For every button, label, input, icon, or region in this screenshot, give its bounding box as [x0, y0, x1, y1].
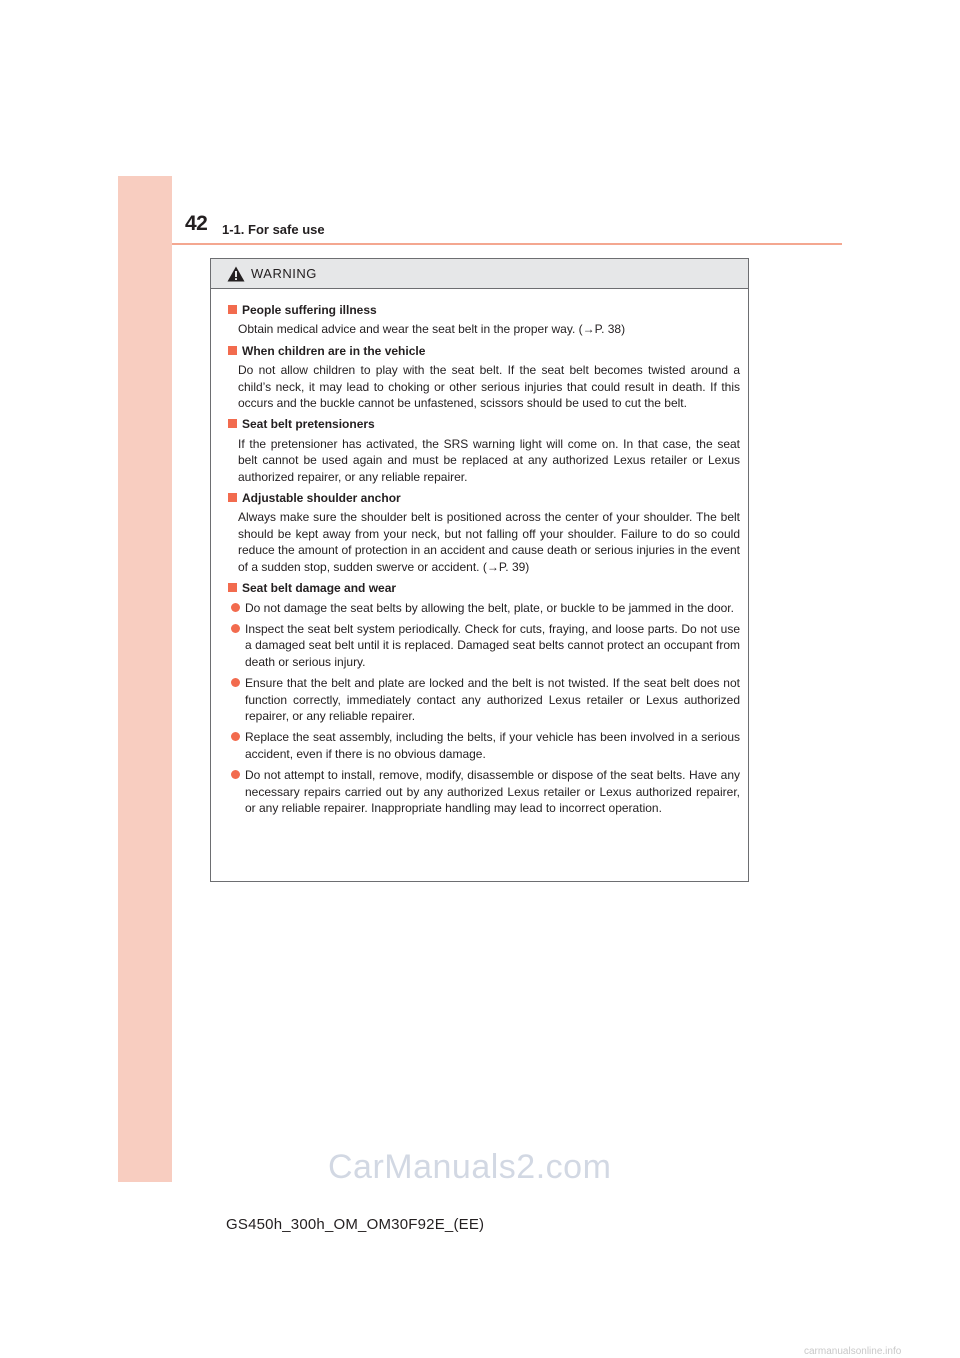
circle-bullet-icon — [231, 678, 240, 687]
topic-heading-text: When children are in the vehicle — [242, 343, 426, 358]
warning-header — [211, 259, 748, 289]
warning-box — [210, 258, 749, 882]
topic-paragraph: If the pretensioner has activated, the SRS warning light will come on. In that case, the seat belt cannot be used again and must be replaced at any authorized Lexus retailer or Lexus authorized repairer, or any reliable repairer. — [238, 436, 740, 484]
square-bullet-icon — [228, 346, 237, 355]
topic-paragraph: Obtain medical advice and wear the seat belt in the proper way. (→P. 38) — [238, 322, 626, 337]
warning-title: WARNING — [251, 266, 317, 281]
topic-heading — [228, 416, 740, 432]
bullet-text: Do not damage the seat belts by allowing the belt, plate, or buckle to be jammed in the door. — [245, 600, 734, 615]
topic-heading — [228, 302, 740, 318]
bullet-text: Ensure that the belt and plate are locked and the belt is not twisted. If the seat belt does not function correctly, immediately contact any authorized Lexus retailer or Lexus authorized repairer, or any reliable repairer. — [245, 676, 740, 723]
circle-bullet-icon — [231, 732, 240, 741]
topic-heading-text: Seat belt pretensioners — [242, 417, 375, 432]
bullet-text: Inspect the seat belt system periodically. Check for cuts, fraying, and loose parts. Do not use a damaged seat belt until it is replaced. Damaged seat belts cannot protect an occupant from death or serious injury. — [245, 621, 740, 669]
page-number: 42 — [185, 212, 208, 235]
square-bullet-icon — [228, 493, 237, 502]
list-item — [228, 600, 740, 616]
bullet-text: Do not attempt to install, remove, modify, disassemble or dispose of the seat belts. Have any necessary repairs carried out by any authorized Lexus retailer or Lexus authorized repairer, or any reliable repairer. Inappropriate handling may lead to incorrect operation. — [245, 768, 740, 815]
square-bullet-icon — [228, 419, 237, 428]
list-item — [228, 675, 740, 724]
circle-bullet-icon — [231, 603, 240, 612]
square-bullet-icon — [228, 305, 237, 314]
section-title: 1-1. For safe use — [222, 222, 325, 237]
circle-bullet-icon — [231, 770, 240, 779]
watermark-small: carmanualsonline.info — [804, 1346, 902, 1357]
topic-heading-text: Adjustable shoulder anchor — [242, 491, 401, 506]
bullet-text: Replace the seat assembly, including the belts, if your vehicle has been involved in a serious accident, even if there is no obvious damage. — [245, 730, 740, 761]
topic-heading — [228, 490, 740, 506]
topic-heading-text: People suffering illness — [242, 303, 377, 317]
footer-manual-code: GS450h_300h_OM_OM30F92E_(EE) — [226, 1216, 485, 1233]
topic-heading-text: Seat belt damage and wear — [242, 581, 397, 596]
circle-bullet-icon — [231, 624, 240, 633]
header-rule — [172, 243, 842, 245]
square-bullet-icon — [228, 583, 237, 592]
chapter-side-tab — [118, 176, 172, 1182]
topic-paragraph: Always make sure the shoulder belt is positioned across the center of your shoulder. The belt should be kept away from your neck, but not falling off your shoulder. Failure to do so could reduce the amount of protection in an accident and cause death or serious injuries in the event of a sudden stop, sudden swerve or accident. (→P. 39) — [238, 510, 740, 574]
topic-heading — [228, 580, 740, 596]
list-item — [228, 767, 740, 816]
warning-triangle-icon — [227, 266, 245, 282]
warning-body — [211, 289, 748, 816]
topic-paragraph: Do not allow children to play with the seat belt. If the seat belt becomes twisted around a child’s neck, it may lead to choking or other serious injuries that could result in death. If this occurs and the buckle cannot be unfastened, scissors should be used to cut the belt. — [238, 363, 740, 411]
list-item — [228, 621, 740, 670]
topic-heading — [228, 343, 740, 359]
watermark: CarManuals2.com — [328, 1148, 612, 1186]
list-item — [228, 729, 740, 762]
